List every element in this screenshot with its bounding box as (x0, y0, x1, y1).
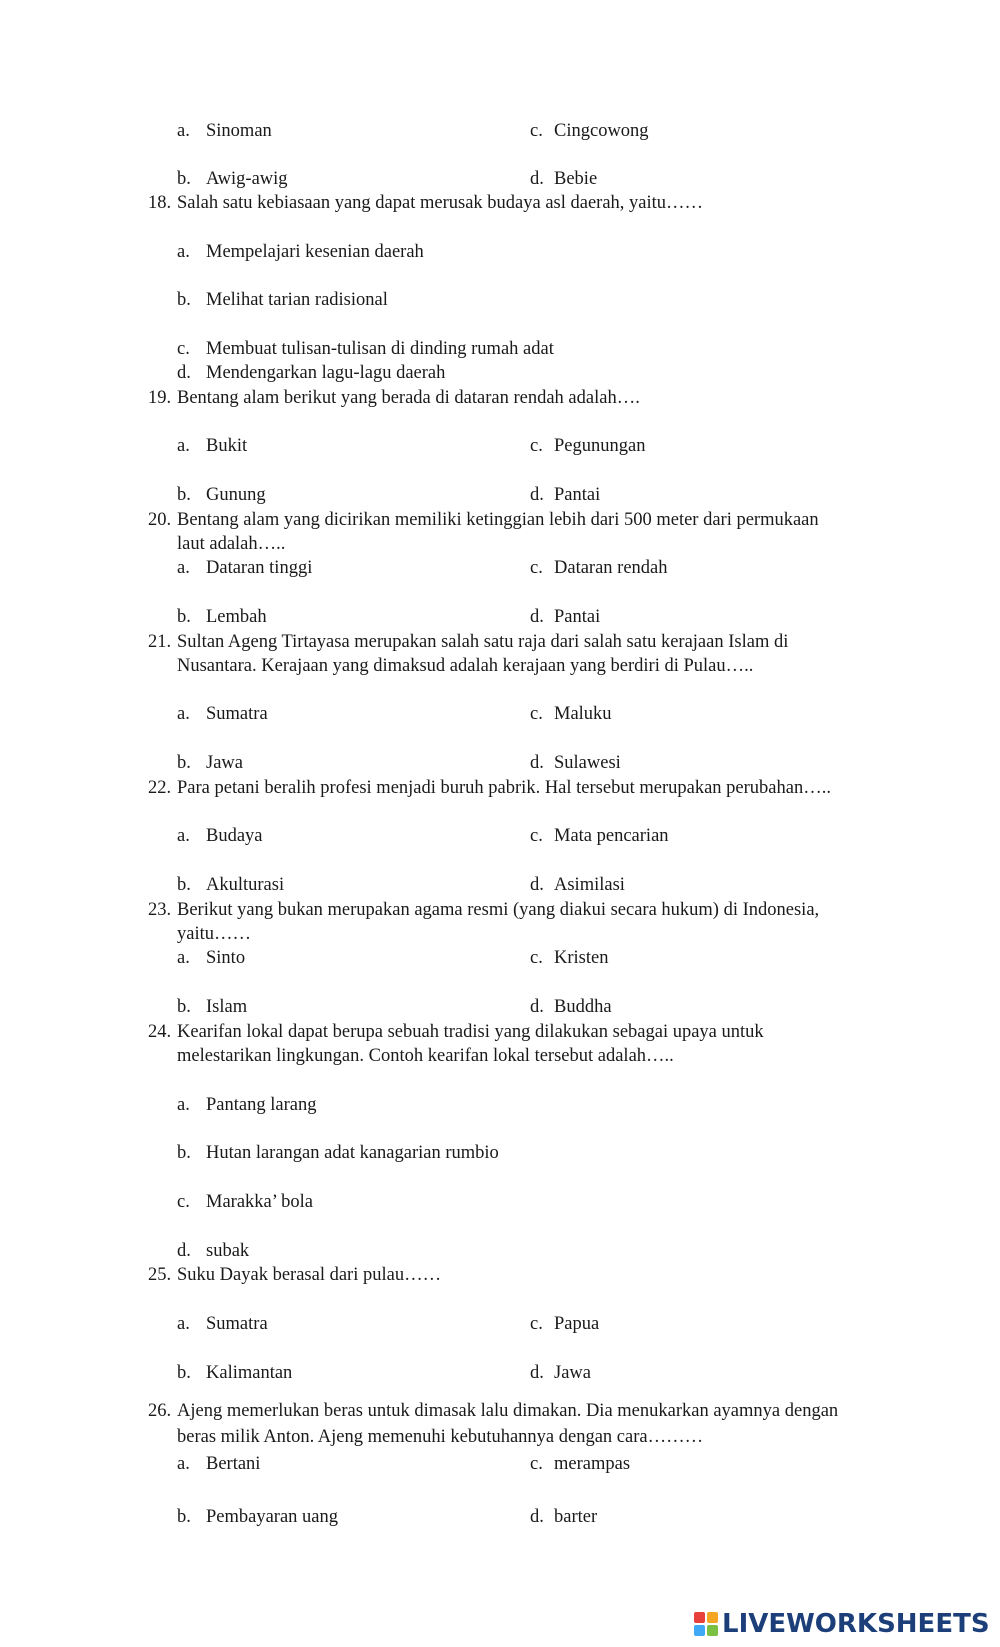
option-d[interactable]: Pantai (554, 485, 601, 505)
question-number: 22. (148, 778, 172, 798)
option-d[interactable]: Buddha (554, 997, 612, 1017)
option-c-label: c. (177, 339, 190, 359)
question-text-line-1: Sultan Ageng Tirtayasa merupakan salah satu raja dari salah satu kerajaan Islam di (177, 632, 789, 652)
option-a-label: a. (177, 1314, 190, 1334)
question-number: 24. (148, 1022, 172, 1042)
option-b[interactable]: Islam (206, 997, 248, 1017)
brand-name: LIVEWORKSHEETS (722, 1609, 990, 1639)
option-c-label: c. (530, 704, 543, 724)
option-c[interactable]: Maluku (554, 704, 612, 724)
question-text-line-2: Nusantara. Kerajaan yang dimaksud adalah kerajaan yang berdiri di Pulau….. (177, 656, 754, 676)
question-number: 21. (148, 632, 172, 652)
option-b[interactable]: Pembayaran uang (206, 1507, 339, 1527)
option-c-label: c. (530, 121, 543, 141)
option-c-label: c. (530, 1314, 543, 1334)
question-number: 18. (148, 193, 172, 213)
question-number: 20. (148, 510, 172, 530)
option-d-label: d. (530, 997, 544, 1017)
option-c-label: c. (530, 826, 543, 846)
question-text-line-2: laut adalah….. (177, 534, 286, 554)
question-number: 23. (148, 900, 172, 920)
option-b-label: b. (177, 875, 191, 895)
option-d[interactable]: Asimilasi (554, 875, 625, 895)
option-d[interactable]: Sulawesi (554, 753, 621, 773)
option-d[interactable]: Mendengarkan lagu-lagu daerah (206, 363, 446, 383)
option-a-label: a. (177, 121, 190, 141)
option-a[interactable]: Dataran tinggi (206, 558, 313, 578)
option-c-label: c. (530, 948, 543, 968)
option-c[interactable]: Dataran rendah (554, 558, 668, 578)
option-a[interactable]: Pantang larang (206, 1095, 317, 1115)
option-b[interactable]: Jawa (206, 753, 243, 773)
option-a-label: a. (177, 826, 190, 846)
option-a[interactable]: Bertani (206, 1454, 261, 1474)
option-a-label: a. (177, 558, 190, 578)
option-d-label: d. (530, 753, 544, 773)
option-a-label: a. (177, 948, 190, 968)
option-b-label: b. (177, 607, 191, 627)
option-a[interactable]: Mempelajari kesenian daerah (206, 242, 424, 262)
option-a-label: a. (177, 704, 190, 724)
option-b[interactable]: Lembah (206, 607, 267, 627)
option-b-label: b. (177, 169, 191, 189)
option-b[interactable]: Hutan larangan adat kanagarian rumbio (206, 1143, 499, 1163)
option-c[interactable]: Papua (554, 1314, 600, 1334)
option-c[interactable]: Pegunungan (554, 436, 646, 456)
option-a-label: a. (177, 242, 190, 262)
option-d[interactable]: Jawa (554, 1363, 591, 1383)
option-c[interactable]: Cingcowong (554, 121, 649, 141)
option-a-label: a. (177, 1095, 190, 1115)
option-b[interactable]: Kalimantan (206, 1363, 293, 1383)
question-number: 25. (148, 1265, 172, 1285)
option-c-label: c. (530, 558, 543, 578)
option-d-label: d. (530, 485, 544, 505)
option-a-label: a. (177, 1454, 190, 1474)
option-c[interactable]: Mata pencarian (554, 826, 669, 846)
option-b[interactable]: Akulturasi (206, 875, 285, 895)
option-b-label: b. (177, 753, 191, 773)
question-text: Suku Dayak berasal dari pulau…… (177, 1265, 442, 1285)
option-a[interactable]: Sumatra (206, 704, 268, 724)
option-a[interactable]: Bukit (206, 436, 248, 456)
option-d-label: d. (177, 363, 191, 383)
option-d-label: d. (177, 1241, 191, 1261)
option-a[interactable]: Sinto (206, 948, 246, 968)
option-c[interactable]: Membuat tulisan-tulisan di dinding rumah adat (206, 339, 554, 359)
option-b-label: b. (177, 1363, 191, 1383)
question-text: Bentang alam berikut yang berada di dataran rendah adalah…. (177, 388, 640, 408)
option-b[interactable]: Awig-awig (206, 169, 288, 189)
option-a[interactable]: Budaya (206, 826, 263, 846)
option-a[interactable]: Sinoman (206, 121, 272, 141)
option-d-label: d. (530, 1507, 544, 1527)
option-b-label: b. (177, 290, 191, 310)
option-c-label: c. (530, 1454, 543, 1474)
option-a[interactable]: Sumatra (206, 1314, 268, 1334)
question-text-line-1: Bentang alam yang dicirikan memiliki ketinggian lebih dari 500 meter dari permukaan (177, 510, 819, 530)
question-text-line-2: beras milik Anton. Ajeng memenuhi kebutuhannya dengan cara……… (177, 1427, 704, 1447)
option-c[interactable]: Marakka’ bola (206, 1192, 314, 1212)
option-b-label: b. (177, 997, 191, 1017)
option-c[interactable]: Kristen (554, 948, 609, 968)
option-b[interactable]: Gunung (206, 485, 266, 505)
option-b[interactable]: Melihat tarian radisional (206, 290, 388, 310)
option-b-label: b. (177, 485, 191, 505)
option-d-label: d. (530, 1363, 544, 1383)
question-text: Para petani beralih profesi menjadi buruh pabrik. Hal tersebut merupakan perubahan….. (177, 778, 831, 798)
option-d-label: d. (530, 169, 544, 189)
question-text-line-2: melestarikan lingkungan. Contoh kearifan lokal tersebut adalah….. (177, 1046, 674, 1066)
option-b-label: b. (177, 1143, 191, 1163)
liveworksheets-logo-icon (694, 1612, 718, 1636)
option-c[interactable]: merampas (554, 1454, 631, 1474)
option-d-label: d. (530, 875, 544, 895)
option-c-label: c. (530, 436, 543, 456)
option-a-label: a. (177, 436, 190, 456)
option-d-label: d. (530, 607, 544, 627)
option-d[interactable]: Bebie (554, 169, 598, 189)
question-text-line-1: Kearifan lokal dapat berupa sebuah tradisi yang dilakukan sebagai upaya untuk (177, 1022, 764, 1042)
option-d[interactable]: barter (554, 1507, 598, 1527)
question-text-line-2: yaitu…… (177, 924, 251, 944)
option-b-label: b. (177, 1507, 191, 1527)
question-text-line-1: Ajeng memerlukan beras untuk dimasak lalu dimakan. Dia menukarkan ayamnya dengan (177, 1401, 839, 1421)
option-c-label: c. (177, 1192, 190, 1212)
option-d[interactable]: subak (206, 1241, 250, 1261)
question-number: 26. (148, 1401, 172, 1421)
question-text-line-1: Berikut yang bukan merupakan agama resmi (yang diakui secara hukum) di Indonesia, (177, 900, 820, 920)
question-text: Salah satu kebiasaan yang dapat merusak budaya asl daerah, yaitu…… (177, 193, 704, 213)
option-d[interactable]: Pantai (554, 607, 601, 627)
question-number: 19. (148, 388, 172, 408)
liveworksheets-brand[interactable] (694, 1610, 990, 1638)
